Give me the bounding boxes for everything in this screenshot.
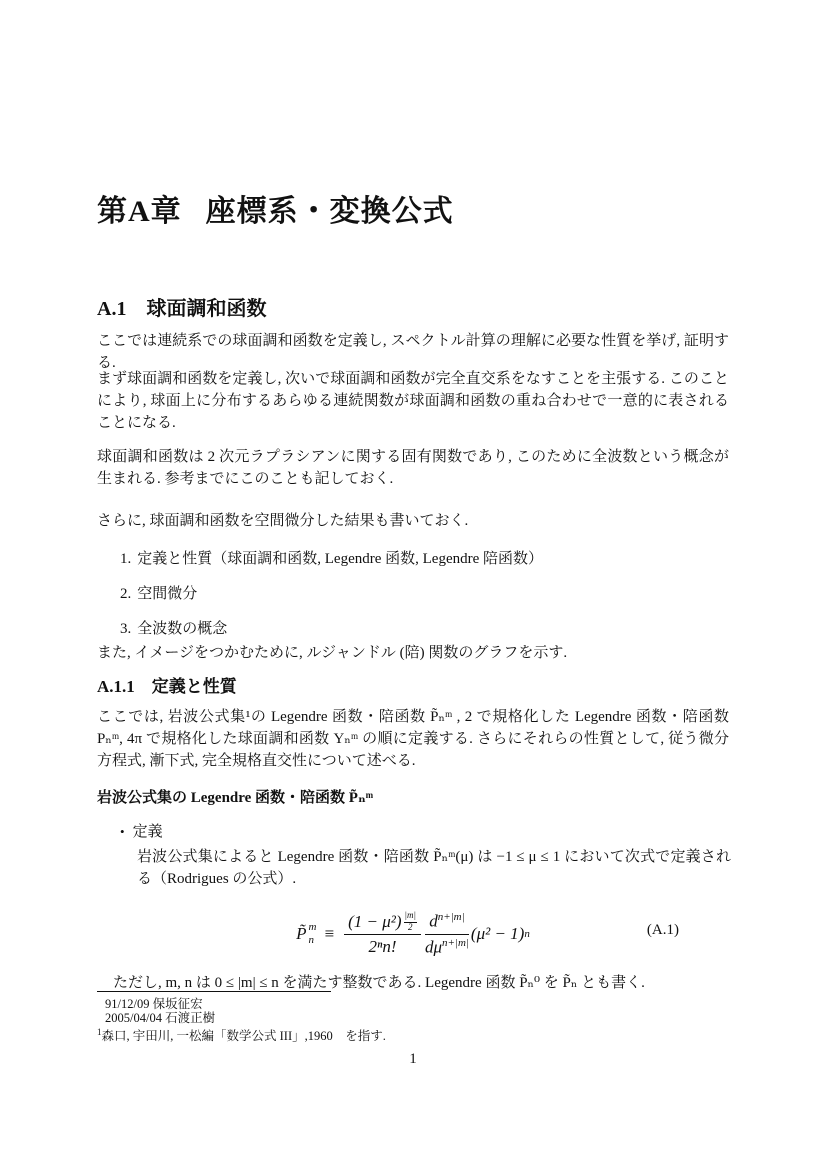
equation-a1: [97, 902, 729, 966]
equation-math: [296, 911, 530, 958]
eq-equiv-sign: ≡: [324, 924, 335, 943]
eq-fraction-2-numerator: [425, 911, 468, 935]
eq-rhs-exponent: n: [524, 928, 530, 940]
eq-frac2-den-base: dμ: [424, 937, 442, 957]
eq-frac1-exp-denominator: 2: [407, 921, 413, 932]
paragraph-intro-3: 球面調和函数は 2 次元ラプラシアンに関する固有関数であり, このために全波数という概念が生まれる. 参考までにこのことも記しておく.: [97, 449, 729, 487]
paragraph-subsection-1: ここでは, 岩波公式集¹の Legendre 函数・陪函数 P̃ₙᵐ , 2 で規格化した Legendre 函数・陪函数 Pₙᵐ, 4π で規格化した球面調和函数 Yₙᵐ の順に定義する. さらにそれらの性質として, 従う微分方程式, 漸下式, 完全規格直交性について述べる.: [97, 709, 729, 769]
paragraph-note: ただし, m, n は 0 ≤ |m| ≤ n を満たす整数である. Legendre 函数 P̃ₙ⁰ を P̃ₙ とも書く.: [113, 975, 645, 991]
footnote-revision-2: 2005/04/04 石渡正樹: [105, 1011, 216, 1025]
section-title-text: 球面調和函数: [146, 298, 267, 320]
bullet-item-body: 岩波公式集によると Legendre 函数・陪函数 P̃ₙᵐ(μ) は −1 ≤ μ ≤ 1 において次式で定義される（Rodrigues の公式）.: [137, 849, 731, 887]
paragraph-intro-2: まず球面調和函数を定義し, 次いで球面調和函数が完全直交系をなすことを主張する. このことにより, 球面上に分布するあらゆる連続関数が球面調和函数の重ね合わせで一意的に表されることになる.: [97, 371, 729, 431]
bullet-item-label: 定義: [132, 824, 163, 840]
bullet-item-definition: [97, 820, 729, 841]
list-item: [97, 583, 729, 605]
list-item-text: 定義と性質（球面調和函数, Legendre 函数, Legendre 陪函数）: [137, 551, 544, 567]
list-item-number: 2.: [120, 586, 132, 602]
eq-frac1-exponent-fraction: [404, 911, 417, 933]
numbered-list: [97, 548, 729, 653]
chapter-label: 第A章: [97, 195, 182, 228]
eq-lhs-superscript: m: [308, 921, 317, 934]
section-heading: [97, 292, 729, 321]
paragraph-intro-4: さらに, 球面調和函数を空間微分した結果も書いておく.: [97, 513, 469, 529]
paragraph-intro-1: ここでは連続系での球面調和函数を定義し, スペクトル計算の理解に必要な性質を挙げ, 証明する.: [97, 333, 729, 371]
eq-frac2-num-exponent: n+|m|: [437, 910, 465, 923]
list-item-text: 全波数の概念: [137, 621, 228, 637]
eq-frac2-den-exponent: n+|m|: [442, 936, 469, 949]
eq-fraction-1: [344, 911, 421, 958]
page-number: 1: [409, 1051, 417, 1067]
eq-rhs-base: (μ² − 1): [470, 924, 525, 943]
eq-lhs-scripts: [309, 921, 317, 946]
list-item: [97, 618, 729, 640]
subsection-heading: [97, 672, 729, 697]
eq-lhs-subscript: n: [308, 934, 315, 946]
eq-frac2-num-base: d: [429, 911, 438, 931]
paragraph-intro-5: また, イメージをつかむために, ルジャンドル (陪) 関数のグラフを示す.: [97, 645, 568, 661]
footnote-rule: [97, 991, 331, 992]
subsection-title-text: 定義と性質: [151, 677, 237, 696]
bullet-icon: •: [120, 824, 125, 839]
list-item-number: 1.: [120, 551, 132, 567]
footnote-marker: 1: [97, 1027, 102, 1037]
equation-tag: (A.1): [646, 922, 679, 938]
footnote-revision-1: 91/12/09 保坂征宏: [105, 997, 203, 1011]
footnote-reference-text: 森口, 宇田川, 一松編「数学公式 III」,1960 を指す.: [101, 1029, 386, 1044]
legendre-paragraph-heading: 岩波公式集の Legendre 函数・陪函数 P̃ₙᵐ: [97, 790, 374, 806]
eq-fraction-2: [425, 911, 469, 957]
eq-fraction-1-denominator: 2ⁿn!: [368, 937, 397, 957]
eq-frac1-exp-numerator: |m|: [404, 911, 417, 923]
eq-fraction-1-numerator: [344, 911, 421, 936]
eq-fraction-2-denominator: [425, 935, 469, 958]
footnote-reference: [97, 1025, 729, 1043]
list-item: [97, 548, 729, 570]
subsection-number: A.1.1: [97, 677, 135, 696]
eq-lhs-symbol: P̃: [296, 924, 307, 943]
chapter-title-text: 座標系・変換公式: [205, 195, 454, 228]
section-number: A.1: [97, 298, 127, 320]
eq-frac1-num-base: (1 − μ²): [348, 911, 402, 931]
list-item-number: 3.: [120, 621, 132, 637]
chapter-title: [97, 186, 729, 230]
list-item-text: 空間微分: [137, 586, 198, 602]
